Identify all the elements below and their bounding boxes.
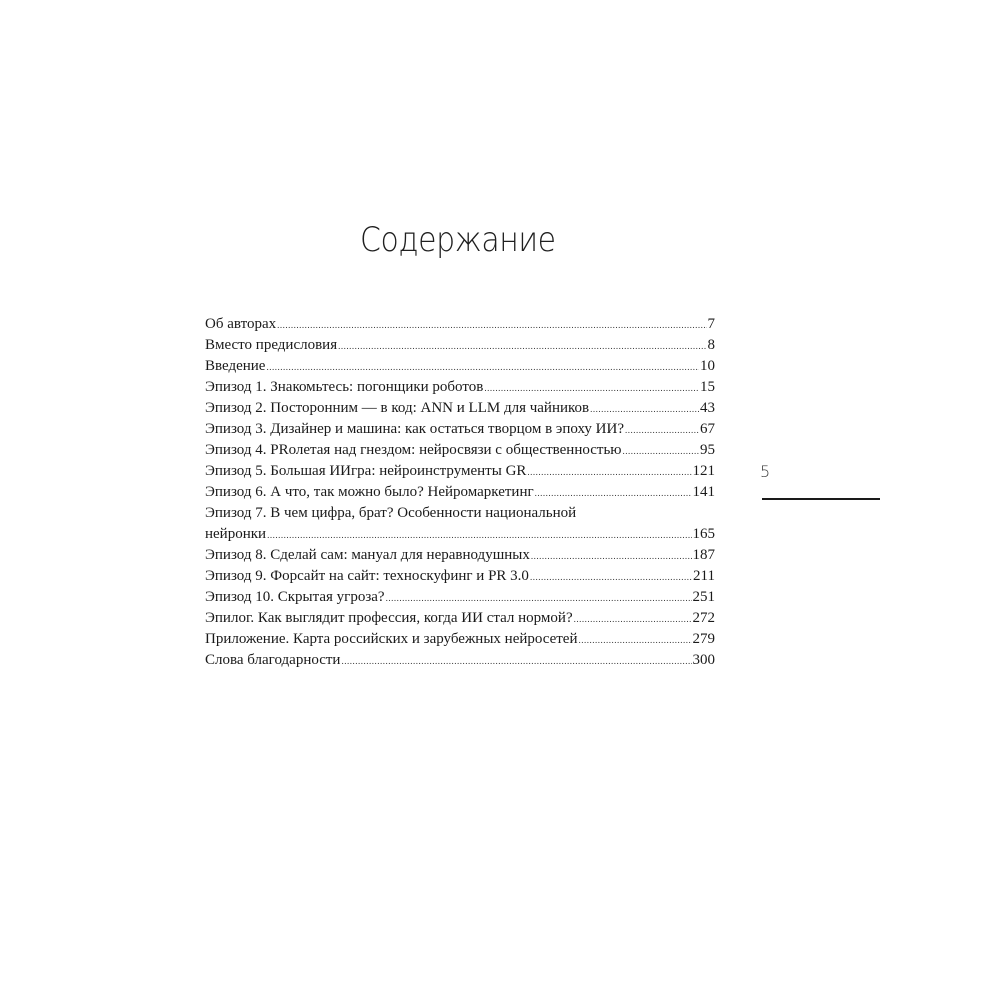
toc-entry-page: 10 bbox=[700, 358, 715, 374]
toc-entry-label: Эпилог. Как выглядит профессия, когда ИИ стал нормой? bbox=[205, 610, 573, 626]
dot-leader bbox=[338, 336, 706, 357]
toc-entry-page: 43 bbox=[700, 400, 715, 416]
toc-entry-page: 165 bbox=[692, 526, 715, 542]
toc-entry-page: 8 bbox=[707, 337, 715, 353]
toc-entry-epilogue bbox=[205, 608, 715, 629]
toc-entry-page: 251 bbox=[692, 589, 715, 605]
dot-leader bbox=[484, 378, 699, 399]
dot-leader bbox=[579, 630, 692, 651]
toc-entry-page: 211 bbox=[693, 568, 715, 584]
toc-entry-label: Эпизод 4. PRолетая над гнездом: нейросвязи с общественностью bbox=[205, 442, 622, 458]
toc-entry-introduction bbox=[205, 356, 715, 377]
toc-entry-instead-of-preface bbox=[205, 335, 715, 356]
dot-leader bbox=[535, 483, 692, 504]
toc-entry-episode-2 bbox=[205, 398, 715, 419]
table-of-contents bbox=[205, 314, 715, 671]
toc-entry-about-authors bbox=[205, 314, 715, 335]
toc-entry-episode-3 bbox=[205, 419, 715, 440]
toc-entry-page: 121 bbox=[692, 463, 715, 479]
dot-leader bbox=[531, 546, 692, 567]
toc-entry-label: Эпизод 5. Большая ИИгра: нейроинструменты GR bbox=[205, 463, 527, 479]
toc-entry-label: Эпизод 8. Сделай сам: мануал для неравнодушных bbox=[205, 547, 530, 563]
dot-leader bbox=[625, 420, 699, 441]
toc-entry-label: Эпизод 7. В чем цифра, брат? Особенности национальной bbox=[205, 505, 577, 521]
page-title: Содержание bbox=[360, 220, 556, 260]
page-number: 5 bbox=[760, 462, 771, 481]
toc-entry-episode-5 bbox=[205, 461, 715, 482]
toc-entry-page: 272 bbox=[692, 610, 715, 626]
dot-leader bbox=[267, 525, 691, 546]
toc-entry-label-continued: нейронки bbox=[205, 526, 267, 542]
toc-entry-label: Эпизод 2. Посторонним — в код: ANN и LLM для чайников bbox=[205, 400, 590, 416]
dot-leader bbox=[277, 315, 706, 336]
toc-entry-episode-10 bbox=[205, 587, 715, 608]
toc-entry-label: Приложение. Карта российских и зарубежных нейросетей bbox=[205, 631, 578, 647]
toc-entry-episode-6 bbox=[205, 482, 715, 503]
toc-entry-label: Эпизод 3. Дизайнер и машина: как остаться творцом в эпоху ИИ? bbox=[205, 421, 624, 437]
toc-entry-episode-1 bbox=[205, 377, 715, 398]
toc-entry-episode-8 bbox=[205, 545, 715, 566]
dot-leader bbox=[590, 399, 699, 420]
folio-rule-divider bbox=[762, 498, 880, 500]
dot-leader bbox=[530, 567, 692, 588]
toc-entry-page: 95 bbox=[700, 442, 715, 458]
toc-entry-page: 15 bbox=[700, 379, 715, 395]
dot-leader bbox=[527, 462, 691, 483]
toc-entry-episode-4 bbox=[205, 440, 715, 461]
toc-entry-page: 279 bbox=[692, 631, 715, 647]
dot-leader bbox=[622, 441, 699, 462]
toc-entry-episode-7 bbox=[205, 503, 715, 545]
toc-entry-page: 187 bbox=[692, 547, 715, 563]
dot-leader bbox=[266, 357, 699, 378]
toc-entry-label: Слова благодарности bbox=[205, 652, 341, 668]
dot-leader bbox=[574, 609, 692, 630]
toc-entry-label: Об авторах bbox=[205, 316, 277, 332]
toc-entry-page: 141 bbox=[692, 484, 715, 500]
toc-entry-label: Эпизод 6. А что, так можно было? Нейромаркетинг bbox=[205, 484, 534, 500]
toc-entry-acknowledgements bbox=[205, 650, 715, 671]
toc-entry-appendix bbox=[205, 629, 715, 650]
toc-entry-label: Эпизод 10. Скрытая угроза? bbox=[205, 589, 385, 605]
toc-entry-page: 7 bbox=[707, 316, 715, 332]
dot-leader bbox=[341, 651, 691, 672]
dot-leader bbox=[386, 588, 692, 609]
toc-entry-page: 67 bbox=[700, 421, 715, 437]
toc-entry-page: 300 bbox=[692, 652, 715, 668]
toc-entry-label: Введение bbox=[205, 358, 266, 374]
toc-entry-episode-9 bbox=[205, 566, 715, 587]
toc-entry-label: Эпизод 9. Форсайт на сайт: техноскуфинг и PR 3.0 bbox=[205, 568, 529, 584]
toc-entry-label: Вместо предисловия bbox=[205, 337, 338, 353]
toc-entry-continuation bbox=[205, 524, 715, 546]
toc-entry-label: Эпизод 1. Знакомьтесь: погонщики роботов bbox=[205, 379, 484, 395]
